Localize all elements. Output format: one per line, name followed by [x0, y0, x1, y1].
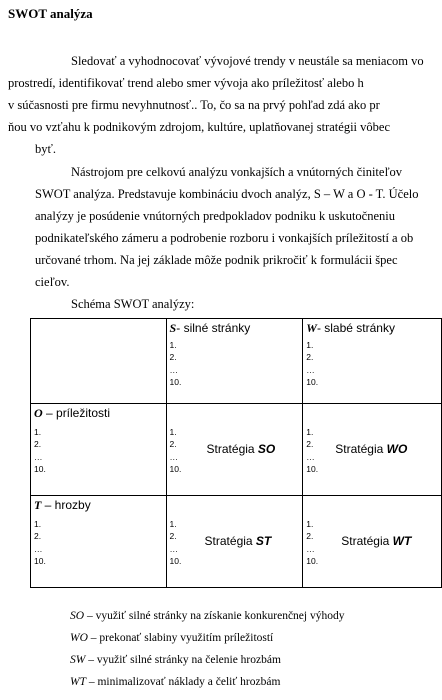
list-item: 10.	[306, 377, 319, 388]
wo-list	[306, 426, 318, 476]
opportunities-letter: O	[34, 406, 43, 420]
strengths-header-cell	[166, 319, 303, 404]
list-item: 1.	[306, 427, 314, 437]
list-item: 2.	[306, 352, 314, 363]
legend-item: WO – prekonať slabiny využitím príležitostí	[70, 632, 274, 644]
paragraph2-line: cieľov.	[35, 275, 70, 289]
legend-item: SO – využiť silné stránky na získanie konkurenčnej výhody	[70, 610, 345, 622]
list-item: 2.	[169, 531, 177, 542]
wt-strategy-cell	[303, 496, 442, 588]
list-item: …	[306, 364, 315, 375]
list-item: 2.	[169, 352, 177, 363]
strengths-list	[170, 339, 182, 389]
list-item: …	[306, 451, 315, 462]
strengths-letter: S	[169, 321, 177, 335]
list-item: 1.	[34, 427, 42, 437]
threats-letter: T	[34, 498, 42, 512]
paragraph2-line: analýzy je posúdenie vnútorných predpokladov podniku k uskutočneniu	[35, 209, 395, 223]
schema-caption: Schéma SWOT analýzy:	[71, 297, 195, 311]
paragraph1-line: Sledovať a vyhodnocovať vývojové trendy v neustále sa meniacom vo	[71, 54, 424, 68]
paragraph1-line: ňou vo vzťahu k podnikovým zdrojom, kultúre, uplatňovanej stratégii vôbec	[8, 120, 390, 134]
list-item: 1.	[169, 519, 177, 529]
list-item: 2.	[34, 439, 42, 450]
list-item: 2.	[306, 531, 314, 542]
paragraph1-line: prostredí, identifikovať trend alebo smer vývoja ako príležitosť alebo h	[8, 76, 364, 90]
opportunities-label: – príležitosti	[42, 406, 111, 420]
weaknesses-letter: W	[306, 321, 317, 335]
wo-strategy-label: Stratégia WO	[335, 442, 408, 456]
list-item: 10.	[169, 377, 182, 388]
list-item: 1.	[306, 519, 314, 529]
list-item: 10.	[306, 464, 319, 475]
paragraph2-line: určované trhom. Na jej základe môže podnik prikročiť k formulácii špec	[35, 253, 398, 267]
list-item: 10.	[34, 464, 46, 475]
weaknesses-header-cell	[303, 319, 442, 404]
list-item: 1.	[169, 340, 177, 350]
list-item: 10.	[34, 556, 46, 567]
threats-header-cell	[31, 496, 167, 588]
threats-list	[34, 518, 46, 568]
list-item: 10.	[169, 464, 182, 475]
paragraph1-line: v súčasnosti pre firmu nevyhnutnosť.. To, čo sa na prvý pohľad zdá ako pr	[8, 98, 380, 112]
st-list	[170, 518, 182, 568]
st-strategy-label: Stratégia ST	[204, 534, 272, 548]
list-item: 10.	[169, 556, 182, 567]
strengths-label: - silné stránky	[176, 321, 251, 335]
empty-corner-cell	[31, 319, 167, 404]
list-item: 2.	[169, 439, 177, 450]
paragraph1-line: byť.	[35, 142, 56, 156]
list-item: 2.	[34, 531, 42, 542]
list-item: …	[169, 543, 179, 554]
so-strategy-cell	[166, 404, 303, 496]
swot-matrix-table	[30, 318, 442, 588]
paragraph2-line: SWOT analýza. Predstavuje kombináciu dvoch analýz, S – W a O - T. Účelo	[35, 187, 419, 201]
list-item: …	[34, 543, 43, 554]
so-strategy-label: Stratégia SO	[206, 442, 276, 456]
list-item: 1.	[34, 519, 42, 529]
st-strategy-cell	[166, 496, 303, 588]
wt-strategy-label: Stratégia WT	[341, 534, 412, 548]
list-item: …	[169, 364, 179, 375]
opportunities-header-cell	[31, 404, 167, 496]
wt-list	[306, 518, 318, 568]
section-heading: SWOT analýza	[8, 6, 93, 21]
wo-strategy-cell	[303, 404, 442, 496]
legend-item: WT – minimalizovať náklady a čeliť hrozbám	[70, 676, 281, 688]
list-item: 1.	[306, 340, 314, 350]
weaknesses-list	[306, 339, 318, 389]
list-item: 10.	[306, 556, 319, 567]
legend-item: SW – využiť silné stránky na čelenie hrozbám	[70, 654, 281, 666]
list-item: …	[34, 451, 43, 462]
opportunities-list	[34, 426, 46, 476]
list-item: 2.	[306, 439, 314, 450]
so-list	[170, 426, 182, 476]
list-item: …	[306, 543, 315, 554]
list-item: 1.	[169, 427, 177, 437]
paragraph2-line: podnikateľského zámeru a podrobenie rozboru i vonkajších príležitostí a ob	[35, 231, 414, 245]
weaknesses-label: - slabé stránky	[316, 321, 395, 335]
paragraph2-line: Nástrojom pre celkovú analýzu vonkajších a vnútorných činiteľov	[71, 165, 403, 179]
list-item: …	[169, 451, 179, 462]
threats-label: – hrozby	[41, 498, 91, 512]
